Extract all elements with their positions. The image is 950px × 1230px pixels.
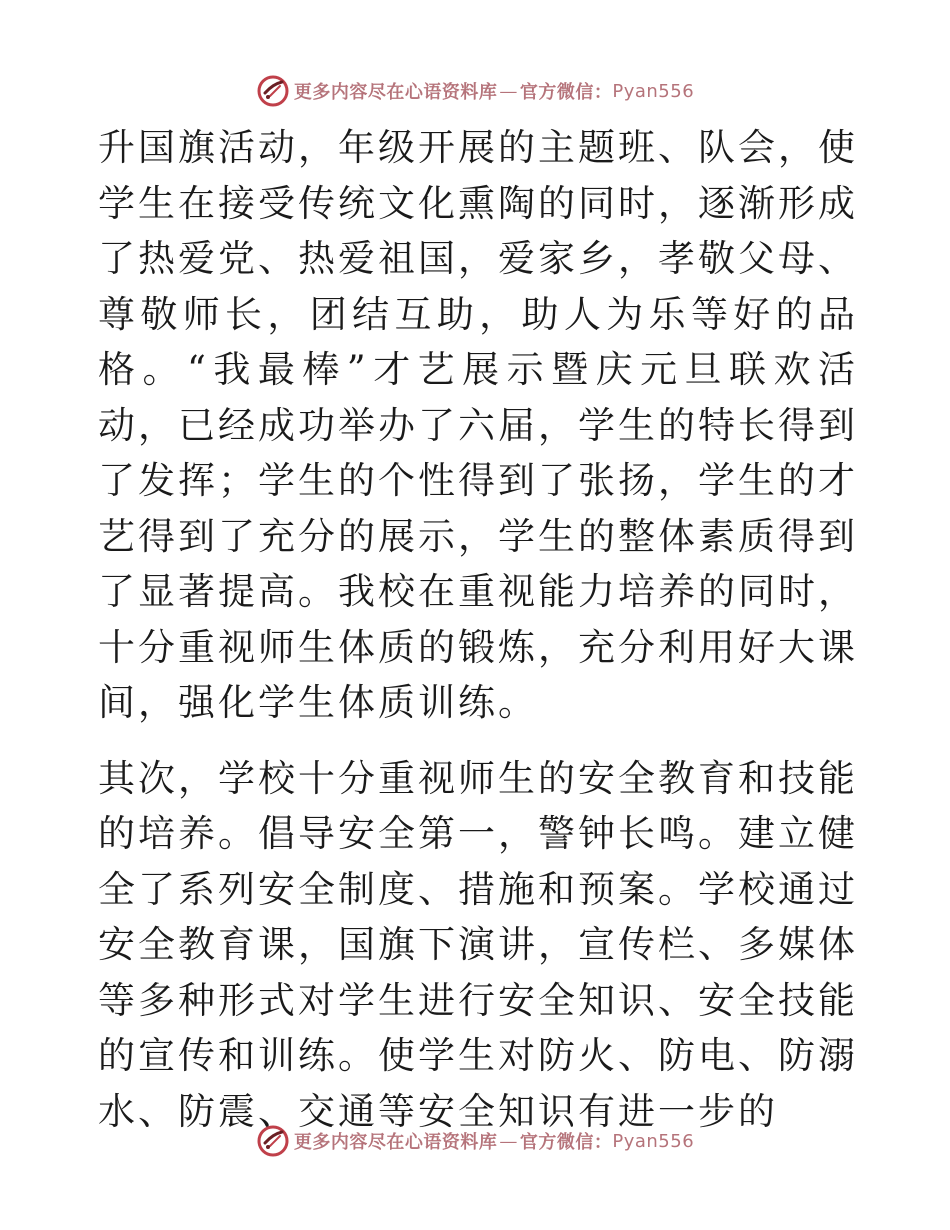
header-site-text: 更多内容尽在心语资料库 xyxy=(293,82,498,103)
header-wechat-id: Pyan556 xyxy=(612,80,695,102)
paragraph-1: 升国旗活动，年级开展的主题班、队会，使学生在接受传统文化熏陶的同时，逐渐形成了热爱党、热爱祖国，爱家乡，孝敬父母、尊敬师长，团结互助，助人为乐等好的品格。“我最棒”才艺展示暨庆元旦联欢活动，已经成功举办了六届，学生的特长得到了发挥；学生的个性得到了张扬，学生的才艺得到了充分的展示，学生的整体素质得到了显著提高。我校在重视能力培养的同时，十分重视师生体质的锻炼，充分利用好大课间，强化学生体质训练。 xyxy=(98,126,858,724)
header-banner xyxy=(0,71,950,111)
brand-logo-icon xyxy=(256,74,290,108)
header-wechat-label: 官方微信： xyxy=(519,82,613,103)
footer-wechat-id: Pyan556 xyxy=(612,1130,695,1152)
paragraph-2: 其次，学校十分重视师生的安全教育和技能的培养。倡导安全第一，警钟长鸣。建立健全了系列安全制度、措施和预案。学校通过安全教育课，国旗下演讲，宣传栏、多媒体等多种形式对学生进行安全知识、安全技能的宣传和训练。使学生对防火、防电、防溺水、防震、交通等安全知识有进一步的 xyxy=(98,756,858,1133)
footer-site-text: 更多内容尽在心语资料库 xyxy=(293,1132,498,1153)
brand-logo-icon xyxy=(256,1124,290,1158)
header-separator: — xyxy=(499,80,518,102)
footer-separator: — xyxy=(499,1130,518,1152)
footer-banner xyxy=(0,1121,950,1161)
footer-wechat-label: 官方微信： xyxy=(519,1132,613,1153)
document-body xyxy=(98,120,858,1139)
